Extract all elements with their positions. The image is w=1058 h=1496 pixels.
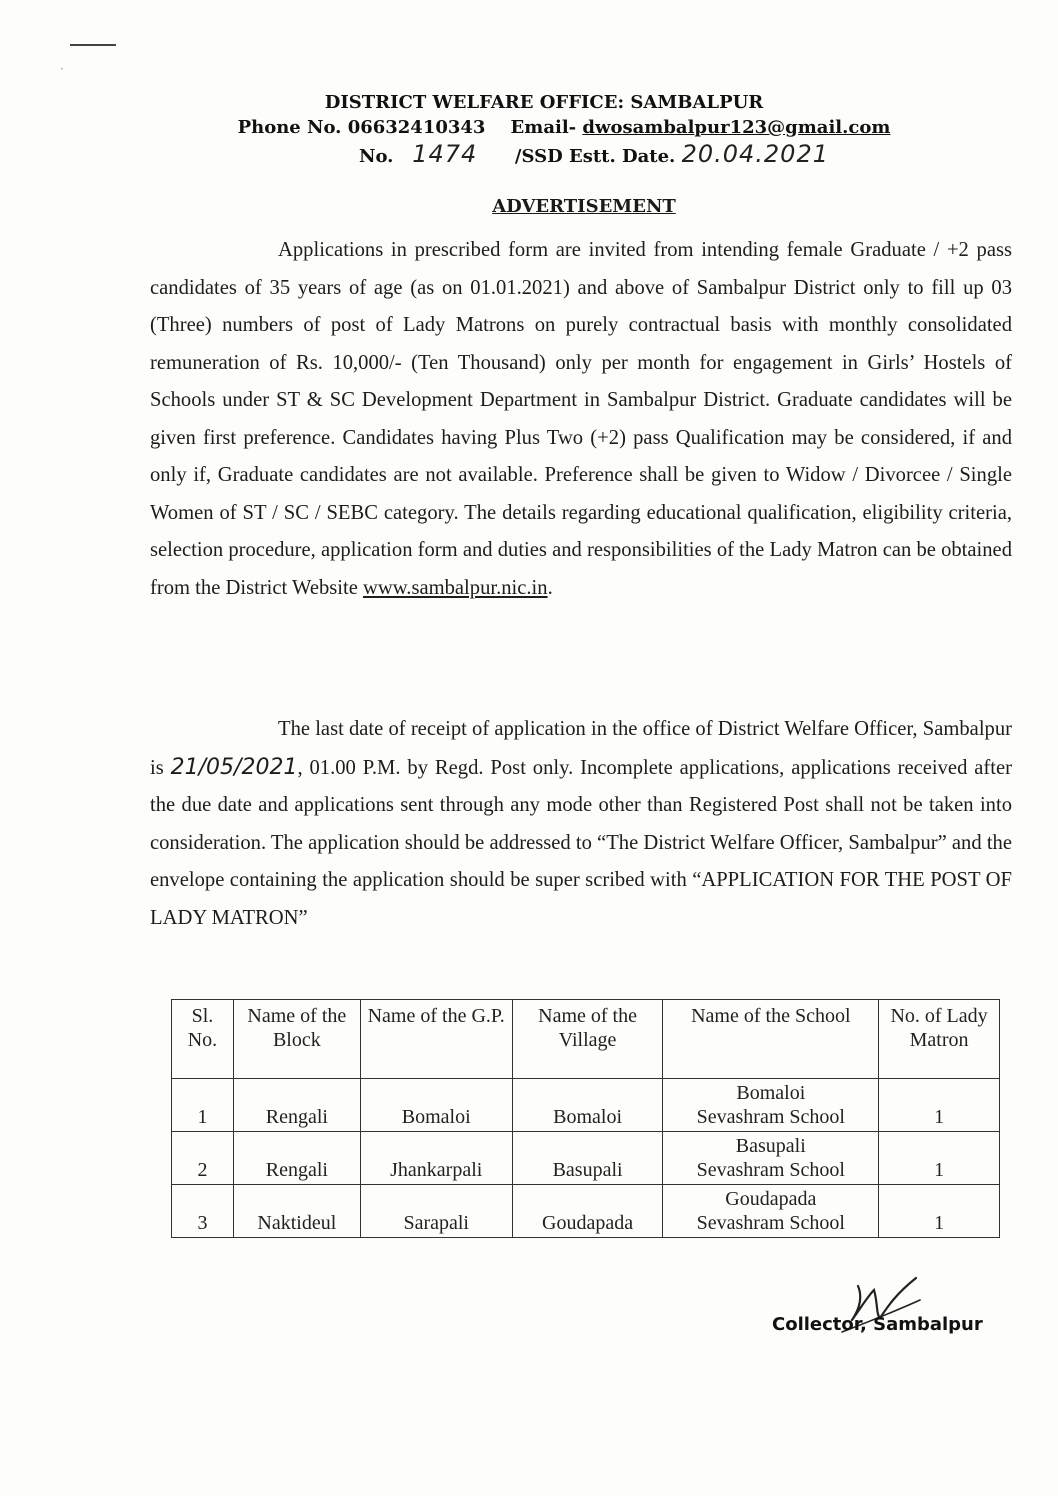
office-name: DISTRICT WELFARE OFFICE: SAMBALPUR (324, 92, 764, 113)
signatory-title: Collector, Sambalpur (772, 1314, 983, 1335)
cell-matron: 1 (879, 1185, 1000, 1238)
date-handwritten: 20.04.2021 (681, 140, 829, 168)
table-row (172, 1132, 1000, 1185)
phone-number: Phone No. 06632410343 (237, 117, 486, 138)
letter-no-label: No. (359, 146, 394, 167)
cell-block: Rengali (233, 1079, 360, 1132)
email-address[interactable]: dwosambalpur123@gmail.com (582, 117, 891, 138)
letterhead (0, 92, 1058, 168)
header-matron-count: No. of Lady Matron (879, 1000, 1000, 1079)
cell-block: Naktideul (233, 1185, 360, 1238)
cell-matron: 1 (879, 1132, 1000, 1185)
cell-village: Basupali (512, 1132, 663, 1185)
deadline-paragraph (150, 711, 1012, 937)
paragraph-text: , 01.00 P.M. by Regd. Post only. Incomplete applications, applications received after the due date and applications sent through any mode other than Registered Post shall not be taken into consideration. The application should be addressed to “The District Welfare Officer, Sambalpur” and the envelope containing the application should be super scribed with “APPLICATION FOR THE POST OF LADY MATRON” (150, 756, 1012, 929)
scan-mark (70, 44, 116, 46)
cell-block: Rengali (233, 1132, 360, 1185)
cell-school: Goudapada Sevashram School (663, 1185, 879, 1238)
table-header-row (172, 1000, 1000, 1079)
table-row (172, 1185, 1000, 1238)
cell-school: Basupali Sevashram School (663, 1132, 879, 1185)
header-school: Name of the School (663, 1000, 879, 1079)
header-village: Name of the Village (512, 1000, 663, 1079)
cell-matron: 1 (879, 1079, 1000, 1132)
cell-sl: 3 (172, 1185, 234, 1238)
cell-village: Goudapada (512, 1185, 663, 1238)
cell-gp: Sarapali (360, 1185, 512, 1238)
scan-speck: · (60, 62, 64, 76)
contact-line (70, 117, 1058, 138)
paragraph-text: Applications in prescribed form are invited from intending female Graduate / +2 pass candidates of 35 years of age (as on 01.01.2021) and above of Sambalpur District only to fill up 03 (Three) numbers of post of Lady Matrons on purely contractual basis with monthly consolidated remuneration of Rs. 10,000/- (Ten Thousand) only per month for engagement in Girls’ Hostels of Schools under ST & SC Development Department in Sambalpur District. Graduate candidates will be given first preference. Candidates having Plus Two (+2) pass Qualification may be considered, if and only if, Graduate candidates are not available. Preference shall be given to Widow / Divorcee / Single Women of ST / SC / SEBC category. The details regarding educational qualification, eligibility criteria, selection procedure, application form and duties and responsibilities of the Lady Matron can be obtained from the District Website (150, 239, 1012, 599)
cell-sl: 1 (172, 1079, 234, 1132)
advertisement-paragraph: Applications in prescribed form are invited from intending female Graduate / +2 pass candidates of 35 years of age (as on 01.01.2021) and above of Sambalpur District only to fill up 03 (Three) numbers of post of Lady Matrons on purely contractual basis with monthly consolidated remuneration of Rs. 10,000/- (Ten Thousand) only per month for engagement in Girls’ Hostels of Schools under ST & SC Development Department in Sambalpur District. Graduate candidates will be given first preference. Candidates having Plus Two (+2) pass Qualification may be considered, if and only if, Graduate candidates are not available. Preference shall be given to Widow / Divorcee / Single Women of ST / SC / SEBC category. The details regarding educational qualification, eligibility criteria, selection procedure, application form and duties and responsibilities of the Lady Matron can be obtained from the District Website www.sambalpur.nic.in. (150, 239, 1012, 599)
table-row (172, 1079, 1000, 1132)
page-title: ADVERTISEMENT (492, 196, 676, 217)
reference-line (130, 140, 1058, 168)
cell-sl: 2 (172, 1132, 234, 1185)
cell-gp: Jhankarpali (360, 1132, 512, 1185)
cell-village: Bomaloi (512, 1079, 663, 1132)
deadline-date-handwritten: 21/05/2021 (170, 754, 298, 780)
header-gp: Name of the G.P. (360, 1000, 512, 1079)
cell-school: Bomaloi Sevashram School (663, 1079, 879, 1132)
header-block: Name of the Block (233, 1000, 360, 1079)
cell-gp: Bomaloi (360, 1079, 512, 1132)
vacancy-table (171, 999, 1000, 1238)
email-label: Email- (510, 117, 577, 138)
paragraph-text: The last date of receipt of application in the office of District Welfare Officer, Sambalpur is (150, 718, 1012, 779)
letter-no-handwritten: 1474 (412, 140, 478, 168)
estt-date-label: /SSD Estt. Date. (514, 146, 676, 167)
header-sl-no: Sl. No. (172, 1000, 234, 1079)
website-link[interactable]: www.sambalpur.nic.in (363, 576, 548, 599)
